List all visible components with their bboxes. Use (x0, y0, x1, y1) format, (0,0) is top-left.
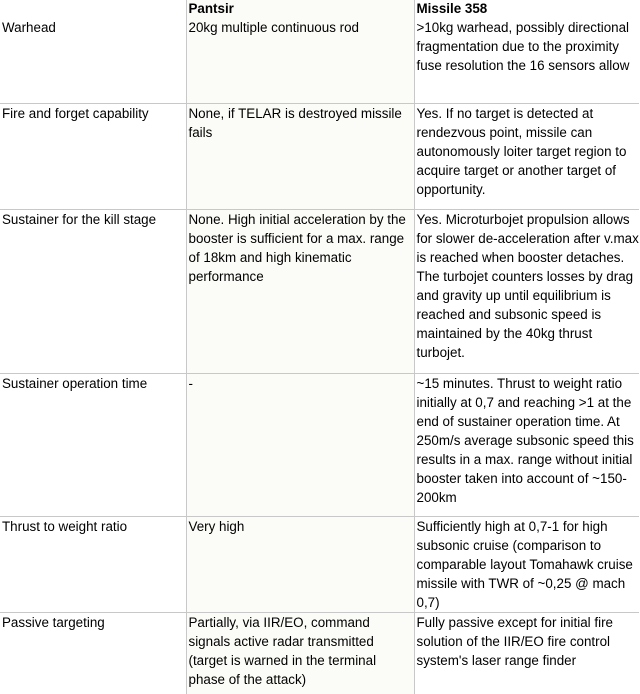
pantsir-cell: None, if TELAR is destroyed missile fails (186, 103, 414, 209)
missile358-cell: Yes. Microturbojet propulsion allows for slower de-acceleration after v.max is reached when booster detaches. The turbojet counters losses by drag and gravity up until equilibrium is reached and subsonic speed is maintained by the 40kg thrust turbojet. (414, 209, 639, 373)
feature-cell: Sustainer for the kill stage (0, 209, 186, 373)
missile358-cell: Sufficiently high at 0,7-1 for high subsonic cruise (comparison to comparable layout Tomahawk cruise missile with TWR of ~0,25 @ mach 0,7) (414, 516, 639, 612)
header-missile-358: Missile 358 (414, 0, 639, 18)
missile358-cell: ~15 minutes. Thrust to weight ratio initially at 0,7 and reaching >1 at the end of sustainer operation time. At 250m/s average subsonic speed this results in a max. range without initial booster taken into account of ~150-200km (414, 373, 639, 516)
missile358-cell: Yes. If no target is detected at rendezvous point, missile can autonomously loiter target region to acquire target or another target of opportunity. (414, 103, 639, 209)
feature-cell: Warhead (0, 18, 186, 103)
feature-cell: Sustainer operation time (0, 373, 186, 516)
pantsir-cell: Partially, via IIR/EO, command signals active radar transmitted (target is warned in the terminal phase of the attack) (186, 612, 414, 694)
feature-cell: Passive targeting (0, 612, 186, 694)
header-pantsir: Pantsir (186, 0, 414, 18)
table-header-row (0, 0, 639, 18)
pantsir-cell: Very high (186, 516, 414, 612)
header-feature (0, 0, 186, 18)
pantsir-cell: 20kg multiple continuous rod (186, 18, 414, 103)
table-row (0, 103, 639, 209)
missile358-cell: Fully passive except for initial fire solution of the IIR/EO fire control system's laser range finder (414, 612, 639, 694)
table-row (0, 18, 639, 103)
pantsir-cell: None. High initial acceleration by the booster is sufficient for a max. range of 18km and high kinematic performance (186, 209, 414, 373)
feature-cell: Thrust to weight ratio (0, 516, 186, 612)
table-row (0, 516, 639, 612)
table-row (0, 612, 639, 694)
table-row (0, 209, 639, 373)
missile358-cell: >10kg warhead, possibly directional fragmentation due to the proximity fuse resolution the 16 sensors allow (414, 18, 639, 103)
table-row (0, 373, 639, 516)
feature-cell: Fire and forget capability (0, 103, 186, 209)
pantsir-cell: - (186, 373, 414, 516)
